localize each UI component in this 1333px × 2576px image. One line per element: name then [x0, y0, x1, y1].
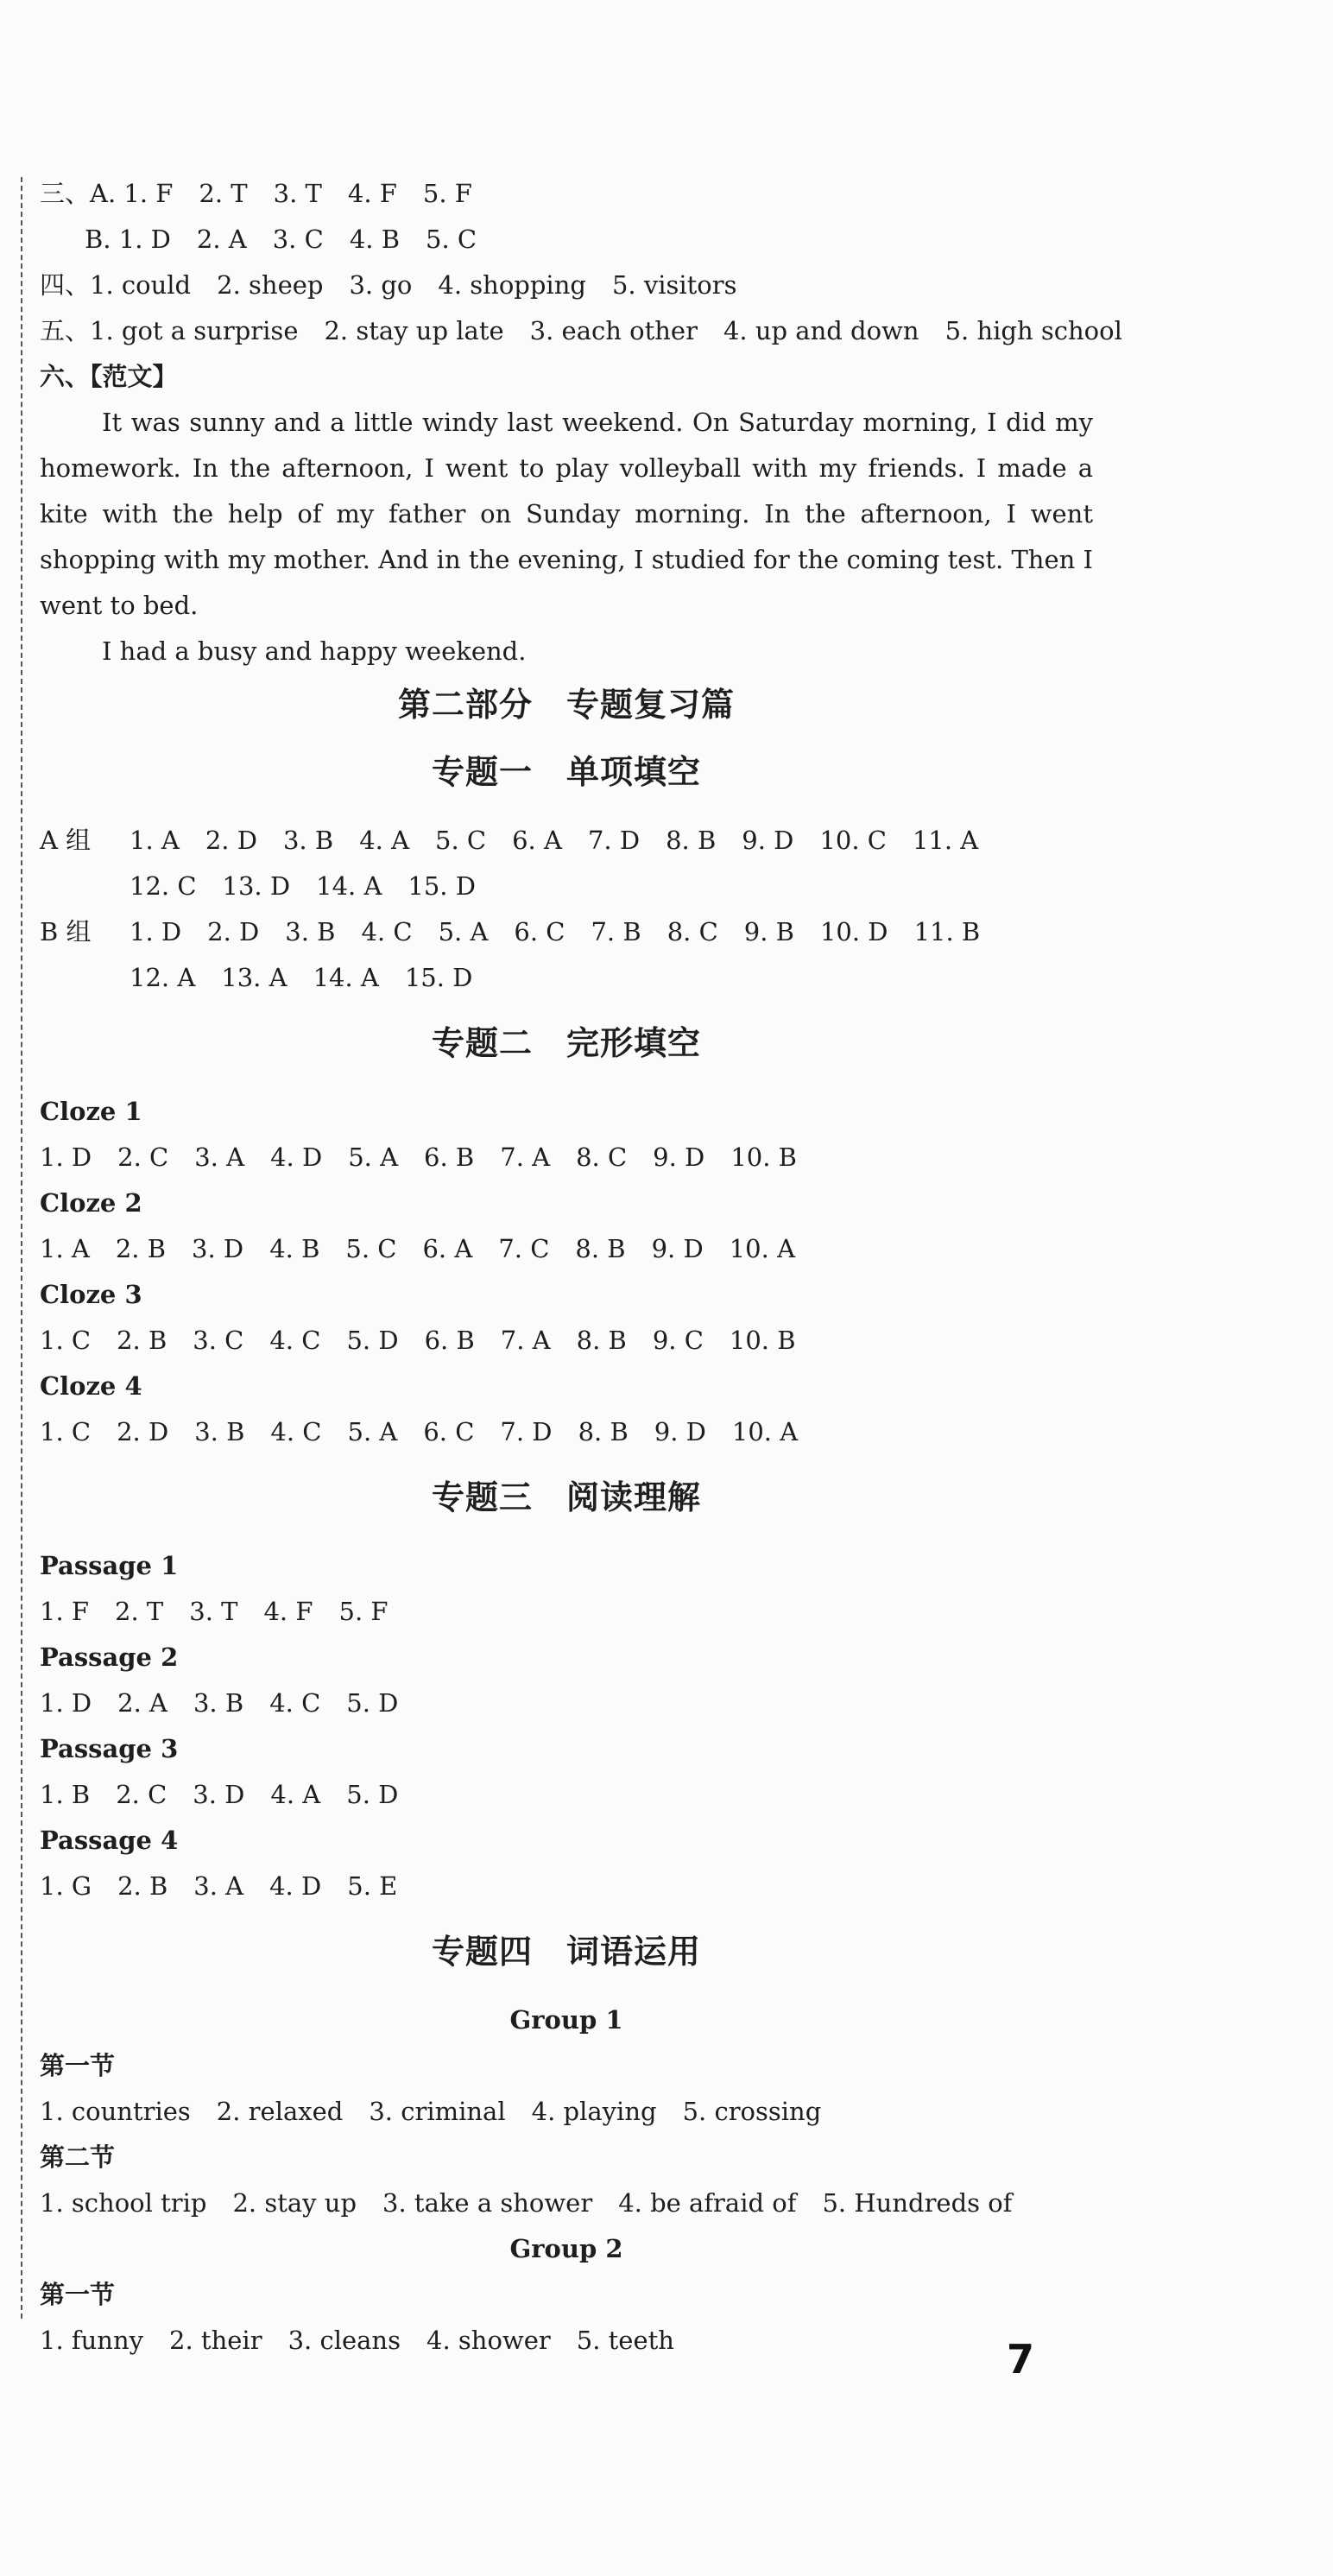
answer: 9. C [652, 1326, 704, 1355]
answer: 1. C [40, 1417, 92, 1446]
group-a-label: A 组 [40, 826, 92, 855]
answer: 5. E [347, 1871, 398, 1901]
answer: 2. T [199, 179, 248, 208]
answer: 7. C [498, 1234, 550, 1263]
answer: 9. D [654, 1417, 706, 1446]
answer: 4. D [270, 1142, 323, 1172]
sec3-a-row [40, 171, 1093, 217]
answer: 4. C [269, 1688, 321, 1718]
topic1-title: 专题一 单项填空 [431, 752, 701, 791]
group1-title: Group 1 [509, 2005, 623, 2035]
page-number: 7 [1007, 2336, 1035, 2383]
answer: 4. D [269, 1871, 322, 1901]
answer: 3. B [194, 1417, 245, 1446]
group2-title: Group 2 [509, 2234, 623, 2263]
cloze-label: Cloze 2 [40, 1188, 142, 1218]
cloze-answers [40, 1226, 1093, 1272]
group-b-row1 [40, 909, 1093, 955]
answer: 2. their [169, 2326, 262, 2355]
answer: 11. B [913, 917, 981, 946]
sec4-row [40, 263, 1093, 308]
cloze-answers [40, 1318, 1093, 1364]
answer: 3. T [273, 179, 322, 208]
answer: 1. funny [40, 2326, 144, 2355]
answer: 2. D [117, 1417, 169, 1446]
answer: 6. A [512, 826, 562, 855]
group-a-row2 [40, 864, 1093, 909]
answer: 5. C [426, 225, 477, 254]
answer: 1. D [130, 917, 182, 946]
answer: 5. D [346, 1326, 399, 1355]
answer: 10. A [729, 1234, 796, 1263]
answer: 7. D [587, 826, 641, 855]
answer: 4. B [269, 1234, 320, 1263]
answer: 10. B [730, 1142, 797, 1172]
answer: 1. got a surprise [90, 316, 299, 345]
answer: 10. D [819, 917, 888, 946]
answer: 3. A [194, 1142, 245, 1172]
answer: 1. B [40, 1780, 91, 1809]
answer: 8. B [576, 1326, 627, 1355]
answer: 5. C [435, 826, 487, 855]
topic3-title: 专题三 阅读理解 [431, 1478, 701, 1516]
answer: 10. C [819, 826, 887, 855]
sec6-heading: 六、【范文】 [40, 362, 178, 391]
answer: 3. D [193, 1780, 245, 1809]
group-b-label: B 组 [40, 917, 92, 946]
answer: 5. crossing [682, 2097, 822, 2126]
answer: 1. school trip [40, 2188, 207, 2218]
answer: 13. D [222, 871, 291, 901]
answer: 13. A [221, 963, 287, 992]
answer: 15. D [404, 963, 473, 992]
answer: 5. F [422, 179, 472, 208]
passage-label: Passage 4 [40, 1826, 179, 1855]
answer: 1. countries [40, 2097, 191, 2126]
answer: 5. D [346, 1780, 399, 1809]
answer: 12. C [130, 871, 197, 901]
answer: 4. B [349, 225, 401, 254]
answer: 11. A [912, 826, 979, 855]
model-essay-paragraph: It was sunny and a little windy last weekend. On Saturday morning, I did my homework. In the afternoon, I went to play volleyball with my friends. I made a kite with the help of my father on Sunday morning. In the afternoon, I went shopping with my mother. And in the evening, I studied for the coming test. Then I went to bed. [40, 408, 1093, 620]
answer: 8. C [666, 917, 718, 946]
answer: 10. B [729, 1326, 796, 1355]
answer: 6. C [423, 1417, 475, 1446]
answer: 2. A [196, 225, 247, 254]
passage-answers [40, 1680, 1093, 1726]
answer: 2. B [115, 1234, 167, 1263]
cloze-answers [40, 1409, 1093, 1455]
answer: 5. A [438, 917, 489, 946]
answer: 2. D [207, 917, 260, 946]
answer: 5. visitors [611, 270, 737, 300]
answer: 9. D [653, 1142, 705, 1172]
answer: 6. C [514, 917, 565, 946]
answer: 14. A [316, 871, 382, 901]
answer: 6. A [422, 1234, 473, 1263]
answer: 1. could [90, 270, 192, 300]
passage-answers [40, 1589, 1093, 1635]
passage-answers [40, 1772, 1093, 1818]
answer: 2. C [117, 1142, 169, 1172]
answer: 3. go [349, 270, 413, 300]
answer: 12. A [130, 963, 196, 992]
answer: 4. C [269, 1326, 321, 1355]
answer: 2. D [205, 826, 257, 855]
topic4-title: 专题四 词语运用 [431, 1932, 701, 1971]
sec5-prefix: 五、 [40, 316, 91, 345]
answer: 2. stay up late [324, 316, 504, 345]
answer: 4. A [359, 826, 410, 855]
answer: 7. D [500, 1417, 553, 1446]
passage-label: Passage 1 [40, 1551, 179, 1580]
answer: 5. C [345, 1234, 397, 1263]
section-label: 第一节 [40, 2280, 116, 2309]
answer: 4. playing [531, 2097, 657, 2126]
answer: 8. B [575, 1234, 626, 1263]
answer: 3. B [285, 917, 336, 946]
answer: 2. stay up [232, 2188, 357, 2218]
answer: 1. G [40, 1871, 92, 1901]
answer: 1. A [130, 826, 180, 855]
section-answers [40, 2318, 1093, 2364]
answer-key-content [40, 171, 1122, 2364]
cloze-label: Cloze 3 [40, 1280, 142, 1309]
answer: 2. B [117, 1871, 168, 1901]
answer: 9. D [742, 826, 794, 855]
model-essay-closing: I had a busy and happy weekend. [102, 636, 527, 666]
answer: 3. each other [529, 316, 698, 345]
answer: 2. A [117, 1688, 167, 1718]
answer: 7. A [500, 1326, 551, 1355]
answer: 8. B [578, 1417, 629, 1446]
answer: 1. A [40, 1234, 90, 1263]
sec3-a-prefix: 三、A. [40, 179, 124, 208]
answer: 3. take a shower [382, 2188, 593, 2218]
cloze-label: Cloze 4 [40, 1371, 142, 1401]
answer: 1. C [40, 1326, 92, 1355]
answer: 4. C [270, 1417, 322, 1446]
answer: 2. B [117, 1326, 167, 1355]
answer: 14. A [313, 963, 379, 992]
topic2-title: 专题二 完形填空 [431, 1023, 701, 1062]
answer: 5. high school [944, 316, 1122, 345]
sec5-row [40, 308, 1122, 354]
answer: 2. sheep [217, 270, 324, 300]
answer: 8. B [666, 826, 717, 855]
passage-label: Passage 3 [40, 1734, 179, 1763]
answer: 6. B [424, 1142, 475, 1172]
section-answers [40, 2180, 1093, 2226]
answer: 4. A [270, 1780, 321, 1809]
answer: 5. F [338, 1597, 389, 1626]
answer: 7. A [500, 1142, 551, 1172]
answer: 1. F [123, 179, 174, 208]
answer: 3. criminal [369, 2097, 506, 2126]
part2-title: 第二部分 专题复习篇 [397, 685, 735, 724]
answer: 1. F [40, 1597, 90, 1626]
answer: 8. C [576, 1142, 628, 1172]
answer: 4. F [347, 179, 397, 208]
section-label: 第一节 [40, 2051, 116, 2080]
section-answers [40, 2089, 1093, 2135]
answer: 5. A [348, 1142, 399, 1172]
answer: 9. D [651, 1234, 704, 1263]
answer: 4. shower [426, 2326, 551, 2355]
sec3-b-row [40, 217, 1093, 263]
answer: 4. C [361, 917, 413, 946]
answer: 3. C [193, 1326, 244, 1355]
answer: 4. be afraid of [618, 2188, 797, 2218]
answer: 4. F [263, 1597, 313, 1626]
answer: 5. A [347, 1417, 398, 1446]
answer: 3. B [282, 826, 334, 855]
answer: 1. D [118, 225, 171, 254]
answer: 2. T [115, 1597, 164, 1626]
cloze-answers [40, 1135, 1093, 1180]
group-b-row2 [40, 955, 1093, 1001]
answer: 4. up and down [723, 316, 919, 345]
answer: 2. C [116, 1780, 167, 1809]
answer: 3. C [272, 225, 324, 254]
section-label: 第二节 [40, 2142, 116, 2172]
answer: 4. shopping [438, 270, 586, 300]
answer: 5. Hundreds of [822, 2188, 1013, 2218]
answer: 3. T [189, 1597, 238, 1626]
sec4-prefix: 四、 [40, 270, 91, 300]
answer: 3. B [193, 1688, 244, 1718]
answer: 5. D [346, 1688, 399, 1718]
passage-answers [40, 1864, 1093, 1909]
answer: 1. D [40, 1142, 92, 1172]
cloze-label: Cloze 1 [40, 1097, 142, 1126]
answer: 3. cleans [287, 2326, 401, 2355]
sec3-b-prefix: B. [85, 225, 119, 254]
group-a-row1 [40, 818, 1093, 864]
answer: 7. B [591, 917, 641, 946]
answer: 6. B [424, 1326, 475, 1355]
answer: 3. D [192, 1234, 244, 1263]
answer: 3. A [193, 1871, 244, 1901]
answer: 2. relaxed [216, 2097, 344, 2126]
binding-dashed-line [21, 177, 22, 2319]
answer: 9. B [743, 917, 794, 946]
answer: 5. teeth [576, 2326, 674, 2355]
answer: 10. A [731, 1417, 799, 1446]
passage-label: Passage 2 [40, 1642, 179, 1672]
answer: 1. D [40, 1688, 92, 1718]
answer: 15. D [407, 871, 476, 901]
